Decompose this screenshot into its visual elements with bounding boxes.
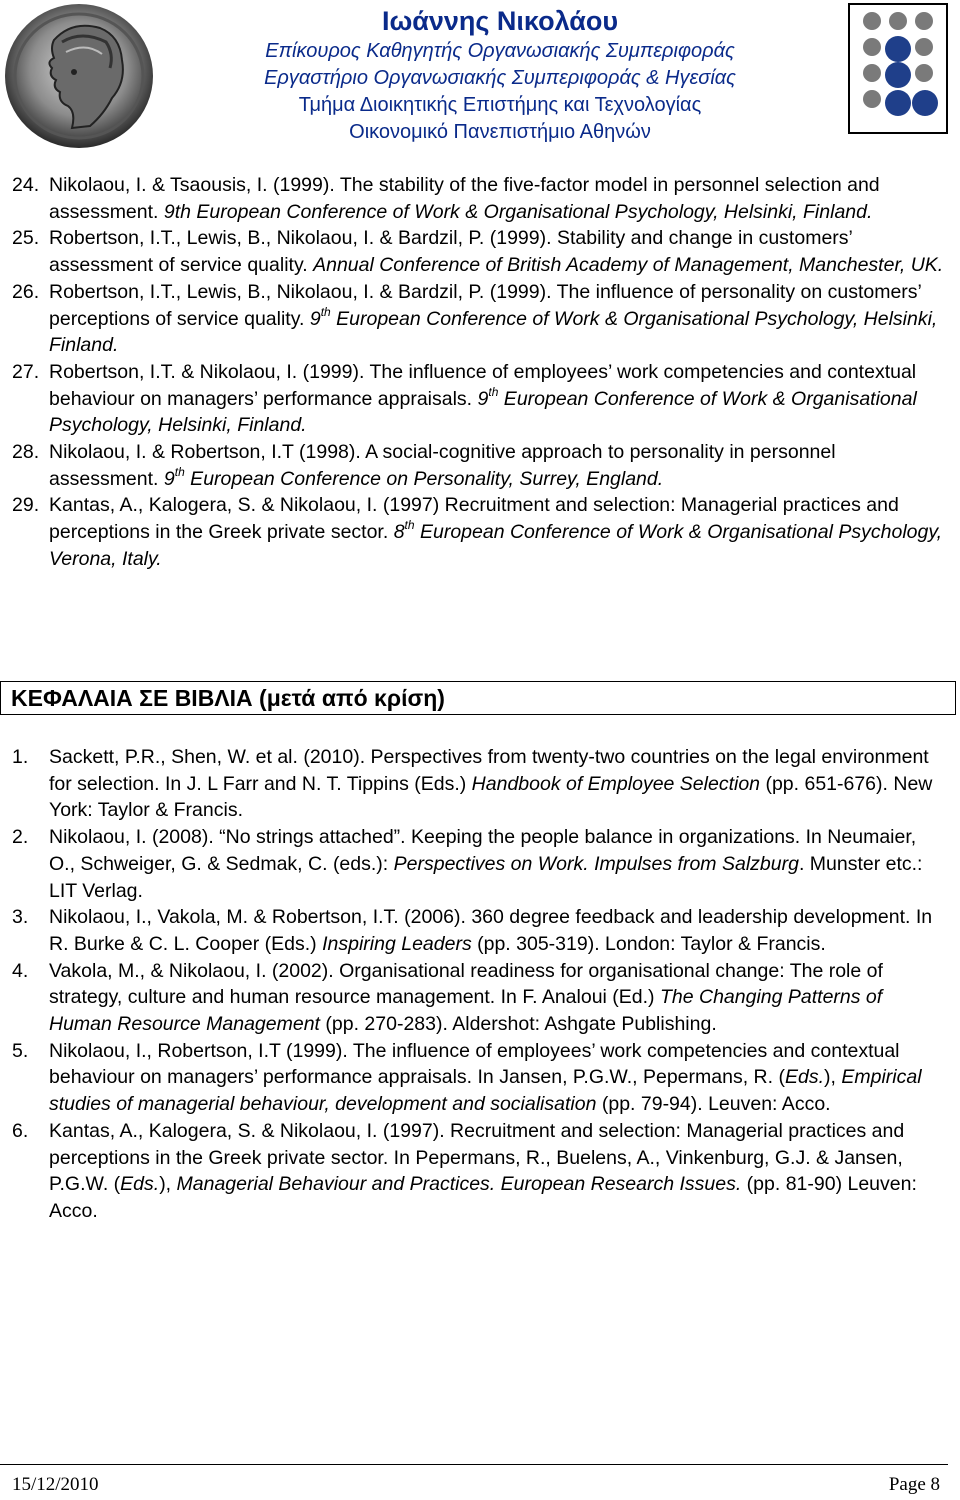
section-heading-box xyxy=(0,681,956,715)
section-title: ΚΕΦΑΛΑΙΑ ΣΕ ΒΙΒΛΙΑ (μετά από κρίση) xyxy=(11,685,445,711)
list-item: 1. Sackett, P.R., Shen, W. et al. (2010). Perspectives from twenty-two countries on the legal environment for selection. In J. L Farr and N. T. Tippins (Eds.) Handbook of Employee Selection (pp. 651-676). New York: Taylor & Francis. xyxy=(12,746,933,822)
list-item: 29. Kantas, A., Kalogera, S. & Nikolaou, I. (1997) Recruitment and selection: Managerial practices and perceptions in the Greek private sector. 8th European Conference of Work & Organisational Psychology, Verona, Italy. xyxy=(12,494,943,570)
department-name: Τμήμα Διοικητικής Επιστήμης και Τεχνολογίας xyxy=(298,94,702,116)
list-item: 27. Robertson, I.T. & Nikolaou, I. (1999). The influence of employees’ work competencies and contextual behaviour on managers’ performance appraisals. 9th European Conference of Work & Organisational Psychology, Helsinki, Finland. xyxy=(12,360,917,437)
footer-divider xyxy=(0,1464,948,1465)
footer-date: 15/12/2010 xyxy=(12,1474,99,1495)
page-header xyxy=(0,0,960,150)
author-title: Επίκουρος Καθηγητής Οργανωσιακής Συμπεριφοράς xyxy=(265,40,735,62)
book-chapter-list xyxy=(12,744,947,1225)
list-item: 28. Nikolaou, I. & Robertson, I.T (1998). A social-cognitive approach to personality in personnel assessment. 9th European Conference on Personality, Surrey, England. xyxy=(12,441,836,490)
list-item: 26. Robertson, I.T., Lewis, B., Nikolaou, I. & Bardzil, P. (1999). The influence of personality on customers’ perceptions of service quality. 9th European Conference of Work & Organisational Psychology, Helsinki, Finland. xyxy=(12,280,938,357)
lab-name: Εργαστήριο Οργανωσιακής Συμπεριφοράς & Ηγεσίας xyxy=(264,67,736,89)
list-item: 2. Nikolaou, I. (2008). “No strings attached”. Keeping the people balance in organizations. In Neumaier, O., Schweiger, G. & Sedmak, C. (eds.): Perspectives on Work. Impulses from Salzburg. Munster etc.: LIT Verlag. xyxy=(12,826,923,902)
page-number: Page 8 xyxy=(888,1474,940,1495)
list-item: 25. Robertson, I.T., Lewis, B., Nikolaou, I. & Bardzil, P. (1999). Stability and change in customers’ assessment of service quality. Annual Conference of British Academy of Management, Manchester, UK. xyxy=(12,227,944,277)
list-item: 5. Nikolaou, I., Robertson, I.T (1999). The influence of employees’ work competencies and contextual behaviour on managers’ performance appraisals. In Jansen, P.G.W., Pepermans, R. (Eds.), Empirical studies of managerial behaviour, development and socialisation (pp. 79-94). Leuven: Acco. xyxy=(12,1039,922,1116)
university-name: Οικονομικό Πανεπιστήμιο Αθηνών xyxy=(349,121,651,143)
dot-grid-logo xyxy=(848,3,948,134)
author-name: Ιωάννης Νικολάου xyxy=(381,6,619,36)
list-item: 6. Kantas, A., Kalogera, S. & Nikolaou, I. (1997). Recruitment and selection: Managerial practices and perceptions in the Greek private sector. In Pepermans, R., Buelens, A., Vinkenburg, G.J. & Jansen, P.G.W. (Eds.), Managerial Behaviour and Practices. European Research Issues. (pp. 81-90) Leuven: Acco. xyxy=(12,1119,917,1222)
list-item: 24. Nikolaou, I. & Tsaousis, I. (1999). The stability of the five-factor model in personnel selection and assessment. 9th European Conference of Work & Organisational Psychology, Helsinki, Finland. xyxy=(12,174,880,223)
coin-head-logo xyxy=(2,2,157,152)
list-item: 4. Vakola, M., & Nikolaou, I. (2002). Organisational readiness for organisational change: The role of strategy, culture and human resource management. In F. Analoui (Ed.) The Changing Patterns of Human Resource Management (pp. 270-283). Aldershot: Ashgate Publishing. xyxy=(12,959,883,1036)
list-item: 3. Nikolaou, I., Vakola, M. & Robertson, I.T. (2006). 360 degree feedback and leadership development. In R. Burke & C. L. Cooper (Eds.) Inspiring Leaders (pp. 305-319). London: Taylor & Francis. xyxy=(12,906,933,955)
conference-list xyxy=(12,172,947,573)
